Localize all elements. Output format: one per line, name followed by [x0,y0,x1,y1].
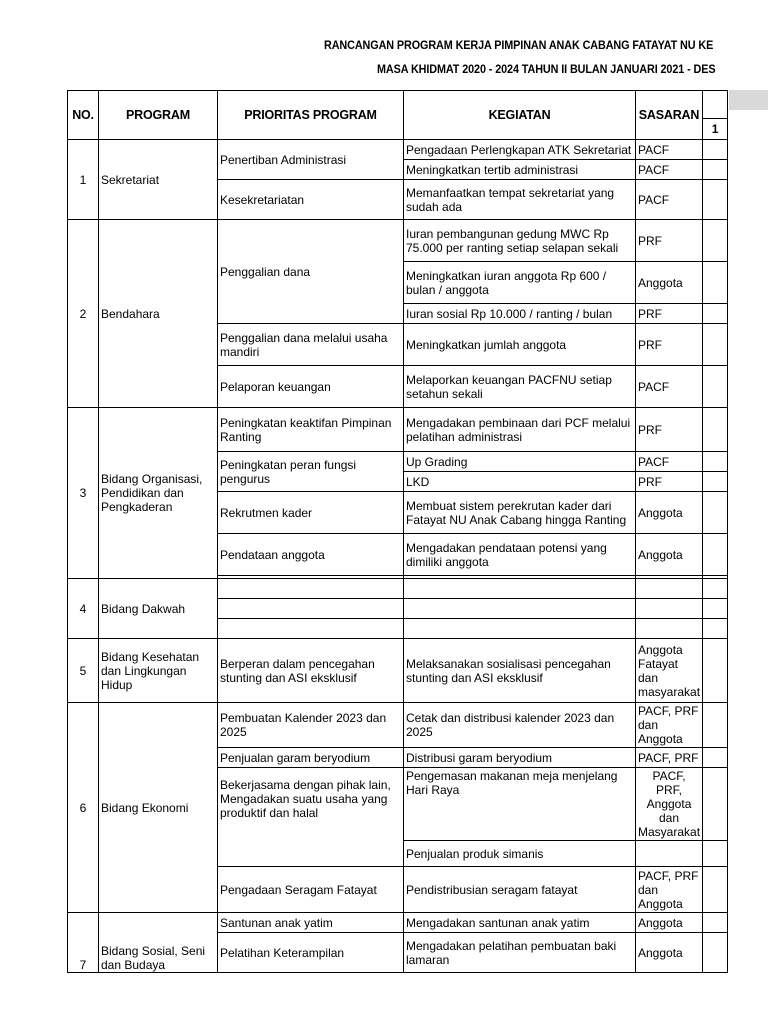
header-sasaran: SASARAN [636,91,703,140]
row-sasaran: PACF, PRF [636,748,703,768]
row-no: 7 [68,913,99,973]
row-prioritas: Santunan anak yatim [218,913,404,933]
table-row [68,220,728,262]
row-extra-cell [703,140,728,160]
row-sasaran: PACF [636,140,703,160]
row-sasaran [636,579,703,599]
program-table [67,90,728,973]
row-kegiatan: Mengadakan santunan anak yatim [404,913,636,933]
row-no: 3 [68,408,99,579]
row-prioritas: Penggalian dana melalui usaha mandiri [218,324,404,366]
row-kegiatan: Melaksanakan sosialisasi pencegahan stunting dan ASI eksklusif [404,639,636,703]
row-prioritas: Penggalian dana [218,220,404,324]
row-kegiatan: Mengadakan pelatihan pembuatan baki lamaran [404,933,636,973]
row-kegiatan: Cetak dan distribusi kalender 2023 dan 2025 [404,703,636,748]
table-row [68,703,728,748]
right-page-clip-top [729,0,768,90]
row-prioritas: Pendataan anggota [218,534,404,576]
row-kegiatan: Penjualan produk simanis [404,841,636,867]
row-kegiatan: Pengemasan makanan meja menjelang Hari Raya [404,768,636,841]
row-prioritas: Penjualan garam beryodium [218,748,404,768]
row-kegiatan [404,599,636,619]
row-prioritas: Pelaporan keuangan [218,366,404,408]
row-sasaran: PACF, PRF dan Anggota [636,867,703,913]
row-extra-cell [703,619,728,639]
row-sasaran [636,841,703,867]
row-extra-cell [703,599,728,619]
table-row [68,408,728,452]
row-kegiatan: Distribusi garam beryodium [404,748,636,768]
row-program: Bidang Organisasi, Pendidikan dan Pengkaderan [99,408,218,579]
row-extra-cell [703,639,728,703]
row-program: Bidang Kesehatan dan Lingkungan Hidup [99,639,218,703]
row-sasaran: PACF [636,366,703,408]
row-kegiatan: LKD [404,472,636,492]
header-extra [703,91,728,140]
program-table-container [67,90,728,973]
row-prioritas [218,579,404,599]
row-extra-cell [703,703,728,748]
row-sasaran: Anggota [636,534,703,576]
row-program: Bidang Ekonomi [99,703,218,913]
row-kegiatan [404,619,636,639]
row-program: Sekretariat [99,140,218,220]
row-extra-cell [703,841,728,867]
row-kegiatan: Melaporkan keuangan PACFNU setiap setahun sekali [404,366,636,408]
row-sasaran: Anggota Fatayat dan masyarakat [636,639,703,703]
row-program: Bidang Dakwah [99,579,218,639]
header-extra-number: 1 [703,118,727,139]
row-prioritas: Pembuatan Kalender 2023 dan 2025 [218,703,404,748]
row-no: 5 [68,639,99,703]
row-prioritas: Pelatihan Keterampilan [218,933,404,973]
row-sasaran [636,599,703,619]
row-kegiatan: Membuat sistem perekrutan kader dari Fatayat NU Anak Cabang hingga Ranting [404,492,636,534]
row-no: 2 [68,220,99,408]
row-sasaran: Anggota [636,933,703,973]
row-prioritas: Bekerjasama dengan pihak lain, Mengadakan suatu usaha yang produktif dan halal [218,768,404,867]
header-program: PROGRAM [99,91,218,140]
row-extra-cell [703,366,728,408]
row-prioritas: Penertiban Administrasi [218,140,404,180]
header-prioritas: PRIORITAS PROGRAM [218,91,404,140]
row-extra-cell [703,579,728,599]
header-no: NO. [68,91,99,140]
row-sasaran: PRF [636,220,703,262]
table-row [68,913,728,933]
row-prioritas: Peningkatan keaktifan Pimpinan Ranting [218,408,404,452]
row-prioritas: Berperan dalam pencegahan stunting dan ASI eksklusif [218,639,404,703]
row-no: 1 [68,140,99,220]
row-program: Bidang Sosial, Seni dan Budaya [99,913,218,973]
row-sasaran: PRF [636,472,703,492]
row-sasaran: Anggota [636,913,703,933]
row-extra-cell [703,304,728,324]
document-title-line-2: MASA KHIDMAT 2020 - 2024 TAHUN II BULAN JANUARI 2021 - DES [377,62,716,76]
row-extra-cell [703,768,728,841]
row-sasaran: PACF [636,180,703,220]
row-kegiatan: Memanfaatkan tempat sekretariat yang sudah ada [404,180,636,220]
row-extra-cell [703,913,728,933]
row-sasaran: PACF, PRF, Anggota dan Masyarakat [636,768,703,841]
row-kegiatan: Mengadakan pembinaan dari PCF melalui pelatihan administrasi [404,408,636,452]
row-prioritas [218,619,404,639]
row-extra-cell [703,748,728,768]
row-prioritas [218,599,404,619]
row-prioritas: Pengadaan Seragam Fatayat [218,867,404,913]
row-extra-cell [703,262,728,304]
row-sasaran: PACF [636,452,703,472]
row-prioritas: Rekrutmen kader [218,492,404,534]
row-kegiatan: Iuran sosial Rp 10.000 / ranting / bulan [404,304,636,324]
row-kegiatan: Iuran pembangunan gedung MWC Rp 75.000 per ranting setiap selapan sekali [404,220,636,262]
document-title-line-1: RANCANGAN PROGRAM KERJA PIMPINAN ANAK CABANG FATAYAT NU KE [324,38,714,52]
row-prioritas: Peningkatan peran fungsi pengurus [218,452,404,492]
row-extra-cell [703,933,728,973]
row-extra-cell [703,180,728,220]
row-sasaran: PRF [636,408,703,452]
row-sasaran: PACF [636,160,703,180]
row-sasaran: Anggota [636,262,703,304]
row-extra-cell [703,408,728,452]
row-kegiatan [404,579,636,599]
row-extra-cell [703,160,728,180]
row-no: 6 [68,703,99,913]
row-sasaran: PRF [636,324,703,366]
row-extra-cell [703,452,728,472]
bottom-page-clip [0,974,768,1024]
row-program: Bendahara [99,220,218,408]
row-extra-cell [703,492,728,534]
table-row [68,639,728,703]
header-kegiatan: KEGIATAN [404,91,636,140]
row-kegiatan: Meningkatkan tertib administrasi [404,160,636,180]
row-sasaran: Anggota [636,492,703,534]
right-page-clip [729,110,768,1024]
row-prioritas: Kesekretariatan [218,180,404,220]
row-kegiatan: Pengadaan Perlengkapan ATK Sekretariat [404,140,636,160]
row-extra-cell [703,324,728,366]
row-extra-cell [703,220,728,262]
row-kegiatan: Up Grading [404,452,636,472]
row-kegiatan: Pendistribusian seragam fatayat [404,867,636,913]
row-extra-cell [703,867,728,913]
table-header-row [68,91,728,140]
row-sasaran: PACF, PRF dan Anggota [636,703,703,748]
row-extra-cell [703,472,728,492]
row-kegiatan: Meningkatkan jumlah anggota [404,324,636,366]
column-header-gray-strip [729,90,768,110]
row-kegiatan: Meningkatkan iuran anggota Rp 600 / bulan / anggota [404,262,636,304]
table-row [68,140,728,160]
row-sasaran: PRF [636,304,703,324]
row-extra-cell [703,534,728,576]
row-sasaran [636,619,703,639]
row-kegiatan: Mengadakan pendataan potensi yang dimiliki anggota [404,534,636,576]
table-row [68,579,728,599]
row-no: 4 [68,579,99,639]
